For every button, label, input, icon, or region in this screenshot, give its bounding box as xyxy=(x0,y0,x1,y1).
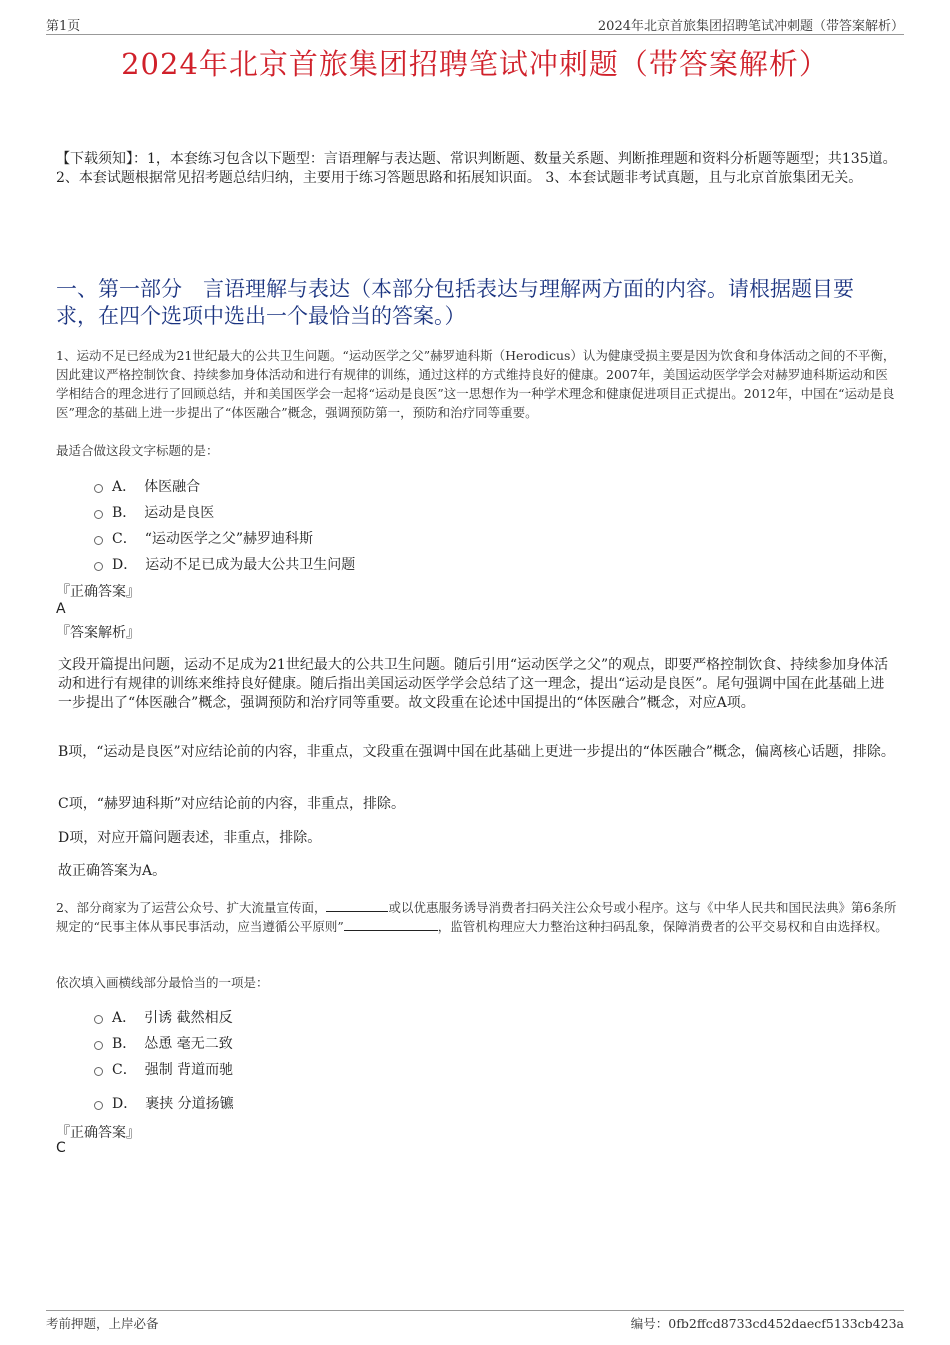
option-text: “运动医学之父”赫罗迪科斯 xyxy=(144,531,314,547)
option-c[interactable] xyxy=(94,1056,234,1082)
option-text: 运动是良医 xyxy=(144,505,215,521)
option-letter: C． xyxy=(112,531,137,547)
question-2-text-part: 或以优惠服务诱导消费者扫码关注公众号或小程序。这与《中华人民共和国民法典》第6条所规定的“民事主体从事民事活动，应当遵循公平原则” xyxy=(56,900,897,934)
option-letter: D． xyxy=(112,557,138,573)
option-letter: B． xyxy=(112,1036,137,1052)
option-text: 裹挟 分道扬镳 xyxy=(145,1096,234,1112)
radio-icon[interactable] xyxy=(94,1041,103,1050)
option-a[interactable] xyxy=(94,1004,234,1030)
fill-blank xyxy=(344,918,438,931)
option-text: 体医融合 xyxy=(144,479,201,495)
fill-blank xyxy=(326,899,388,912)
question-1-options xyxy=(94,473,355,577)
question-2-text-part: 2、部分商家为了运营公众号、扩大流量宣传面， xyxy=(56,900,327,915)
analysis-paragraph: 故正确答案为A。 xyxy=(58,863,167,879)
option-text: 怂恿 毫无二致 xyxy=(144,1036,233,1052)
answer-value: C xyxy=(56,1140,66,1156)
radio-icon[interactable] xyxy=(94,1101,103,1110)
option-text: 运动不足已成为最大公共卫生问题 xyxy=(145,557,356,573)
question-2-prompt: 依次填入画横线部分最恰当的一项是： xyxy=(56,975,269,990)
radio-icon[interactable] xyxy=(94,484,103,493)
radio-icon[interactable] xyxy=(94,562,103,571)
option-letter: D． xyxy=(112,1096,138,1112)
option-text: 强制 背道而驰 xyxy=(144,1062,234,1078)
download-notice: 【下载须知】：1，本套练习包含以下题型：言语理解与表达题、常识判断题、数量关系题、判断推理题和资料分析题等题型；共135道。 2、本套试题根据常见招考题总结归纳，主要用于练习答题思路和拓展知识面。 3、本套试题非考试真题，且与北京首旅集团无关。 xyxy=(56,151,897,186)
answer-label: 『正确答案』 xyxy=(56,584,140,600)
option-d[interactable] xyxy=(94,551,355,577)
analysis-paragraph: D项，对应开篇问题表述，非重点，排除。 xyxy=(58,830,322,846)
header-doc-title: 2024年北京首旅集团招聘笔试冲刺题（带答案解析） xyxy=(597,18,904,34)
question-1-prompt: 最适合做这段文字标题的是： xyxy=(56,443,219,458)
document-title: 2024年北京首旅集团招聘笔试冲刺题（带答案解析） xyxy=(121,47,829,81)
analysis-paragraph: 文段开篇提出问题，运动不足成为21世纪最大的公共卫生问题。随后引用“运动医学之父”的观点，即要严格控制饮食、持续参加身体活动和进行有规律的训练来维持良好健康。随后指出美国运动医学学会总结了这一理念，提出“运动是良医”。尾句强调中国在此基础上进一步提出了“体医融合”概念，强调预防和治疗同等重要。故文段重在论述中国提出的“体医融合”概念，对应A项。 xyxy=(58,657,889,711)
answer-label: 『正确答案』 xyxy=(56,1125,140,1141)
option-d[interactable] xyxy=(94,1090,234,1116)
option-text: 引诱 截然相反 xyxy=(144,1010,233,1026)
option-a[interactable] xyxy=(94,473,355,499)
option-letter: C． xyxy=(112,1062,137,1078)
question-2-options xyxy=(94,1004,234,1116)
question-1-text: 1、运动不足已经成为21世纪最大的公共卫生问题。“运动医学之父”赫罗迪科斯（Herodicus）认为健康受损主要是因为饮食和身体活动之间的不平衡，因此建议严格控制饮食、持续参加身体活动和进行有规律的训练，通过这样的方式维持良好的健康。2007年，美国运动医学学会对赫罗迪科斯运动和医学相结合的理念进行了回顾总结，并和美国医学会一起将“运动是良医”这一思想作为一种学术理念和健康促进项目正式提出。2012年，中国在“运动是良医”理念的基础上进一步提出了“体医融合”概念，强调预防第一，预防和治疗同等重要。 xyxy=(56,348,896,420)
page-footer xyxy=(46,1310,904,1335)
radio-icon[interactable] xyxy=(94,510,103,519)
footer-slogan: 考前押题，上岸必备 xyxy=(46,1316,159,1331)
option-letter: A． xyxy=(112,1010,137,1026)
radio-icon[interactable] xyxy=(94,536,103,545)
analysis-paragraph: C项，“赫罗迪科斯”对应结论前的内容，非重点，排除。 xyxy=(58,796,406,812)
section-title: 一、第一部分 言语理解与表达（本部分包括表达与理解两方面的内容。请根据题目要求，在四个选项中选出一个最恰当的答案。） xyxy=(56,277,854,328)
analysis-paragraph: B项，“运动是良医”对应结论前的内容，非重点，文段重在强调中国在此基础上更进一步提出的“体医融合”概念，偏离核心话题，排除。 xyxy=(58,744,895,760)
page-header xyxy=(46,14,904,35)
option-b[interactable] xyxy=(94,1030,234,1056)
option-letter: A． xyxy=(112,479,137,495)
page-number: 第1页 xyxy=(46,18,81,34)
question-2-text xyxy=(56,898,898,936)
radio-icon[interactable] xyxy=(94,1067,103,1076)
answer-value: A xyxy=(56,601,66,617)
option-c[interactable] xyxy=(94,525,355,551)
document-id: 编号：0fb2ffcd8733cd452daecf5133cb423a xyxy=(630,1316,904,1331)
analysis-label: 『答案解析』 xyxy=(56,625,140,641)
option-b[interactable] xyxy=(94,499,355,525)
option-letter: B． xyxy=(112,505,137,521)
question-2-text-part: ，监管机构理应大力整治这种扫码乱象，保障消费者的公平交易权和自由选择权。 xyxy=(437,919,888,934)
radio-icon[interactable] xyxy=(94,1015,103,1024)
